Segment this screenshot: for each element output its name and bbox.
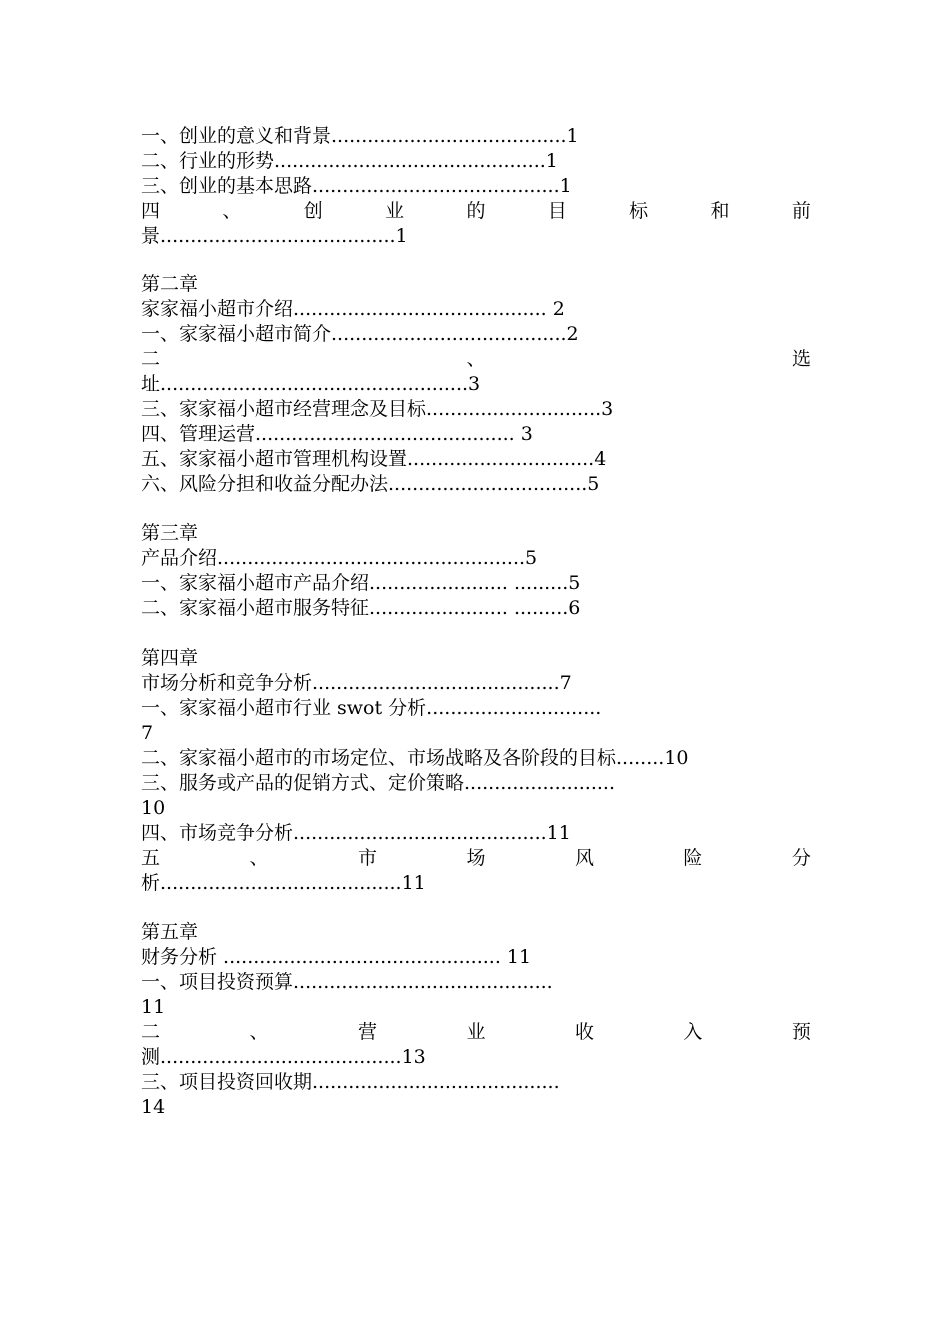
toc-char: 预: [791, 1021, 811, 1043]
toc-char: 、: [222, 200, 242, 222]
toc-entry: 四、市场竞争分析..........................................11: [141, 822, 571, 844]
toc-char: 、: [466, 348, 486, 370]
toc-page-number: 7: [141, 722, 154, 744]
toc-char: 入: [683, 1021, 703, 1043]
toc-entry: 六、风险分担和收益分配办法.................................5: [141, 473, 600, 495]
toc-char: 市: [357, 847, 377, 869]
chapter-heading: 第二章: [141, 273, 199, 295]
toc-char: 、: [249, 847, 269, 869]
toc-char: 目: [547, 200, 567, 222]
toc-entry: 一、项目投资预算...........................................: [141, 971, 553, 993]
toc-page-number: 10: [141, 797, 166, 819]
toc-entry: 一、家家福小超市行业 swot 分析.............................: [141, 697, 602, 719]
toc-entry: 一、家家福小超市产品介绍....................... .........5: [141, 572, 581, 594]
toc-char: 标: [629, 200, 649, 222]
chapter-heading: 第四章: [141, 647, 199, 669]
toc-char: 和: [710, 200, 730, 222]
toc-char: 二: [141, 1021, 161, 1043]
toc-char: 营: [357, 1021, 377, 1043]
toc-char: 的: [466, 200, 486, 222]
toc-entry: 四、管理运营........................................... 3: [141, 423, 533, 445]
toc-entry-justified: [141, 846, 811, 871]
toc-entry: 财务分析 .............................................. 11: [141, 946, 532, 968]
toc-entry: 二、行业的形势.............................................1: [141, 150, 558, 172]
toc-entry-justified: [141, 199, 811, 224]
toc-entry: 市场分析和竞争分析.........................................7: [141, 672, 572, 694]
toc-entry: 三、服务或产品的促销方式、定价策略.........................: [141, 772, 615, 794]
toc-entry: 三、家家福小超市经营理念及目标.............................3: [141, 398, 614, 420]
toc-page-number: 14: [141, 1096, 166, 1118]
toc-char: 风: [574, 847, 594, 869]
toc-entry: 三、创业的基本思路.........................................1: [141, 175, 572, 197]
toc-entry: 家家福小超市介绍.......................................... 2: [141, 298, 565, 320]
toc-char: 分: [791, 847, 811, 869]
toc-page-number: 11: [141, 996, 166, 1018]
toc-entry-justified: [141, 347, 811, 372]
toc-entry: 三、项目投资回收期.........................................: [141, 1071, 560, 1093]
toc-entry: 景.......................................1: [141, 225, 408, 247]
toc-char: 业: [385, 200, 405, 222]
toc-entry: 析........................................11: [141, 872, 426, 894]
toc-char: 场: [466, 847, 486, 869]
toc-entry: 产品介绍...................................................5: [141, 547, 538, 569]
toc-entry: 测........................................13: [141, 1046, 426, 1068]
toc-char: 五: [141, 847, 161, 869]
toc-char: 业: [466, 1021, 486, 1043]
toc-entry: 二、家家福小超市的市场定位、市场战略及各阶段的目标........10: [141, 747, 689, 769]
toc-entry: 五、家家福小超市管理机构设置...............................4: [141, 448, 607, 470]
toc-char: 、: [249, 1021, 269, 1043]
toc-entry: 一、创业的意义和背景.......................................1: [141, 125, 579, 147]
toc-entry: 二、家家福小超市服务特征....................... .........6: [141, 597, 581, 619]
toc-char: 二: [141, 348, 161, 370]
toc-char: 创: [303, 200, 323, 222]
toc-entry: 一、家家福小超市简介.......................................2: [141, 323, 579, 345]
toc-char: 收: [574, 1021, 594, 1043]
toc-char: 四: [141, 200, 161, 222]
toc-char: 选: [791, 348, 811, 370]
chapter-heading: 第三章: [141, 522, 199, 544]
toc-char: 险: [683, 847, 703, 869]
toc-char: 前: [791, 200, 811, 222]
chapter-heading: 第五章: [141, 921, 199, 943]
toc-entry: 址...................................................3: [141, 373, 481, 395]
toc-entry-justified: [141, 1020, 811, 1045]
